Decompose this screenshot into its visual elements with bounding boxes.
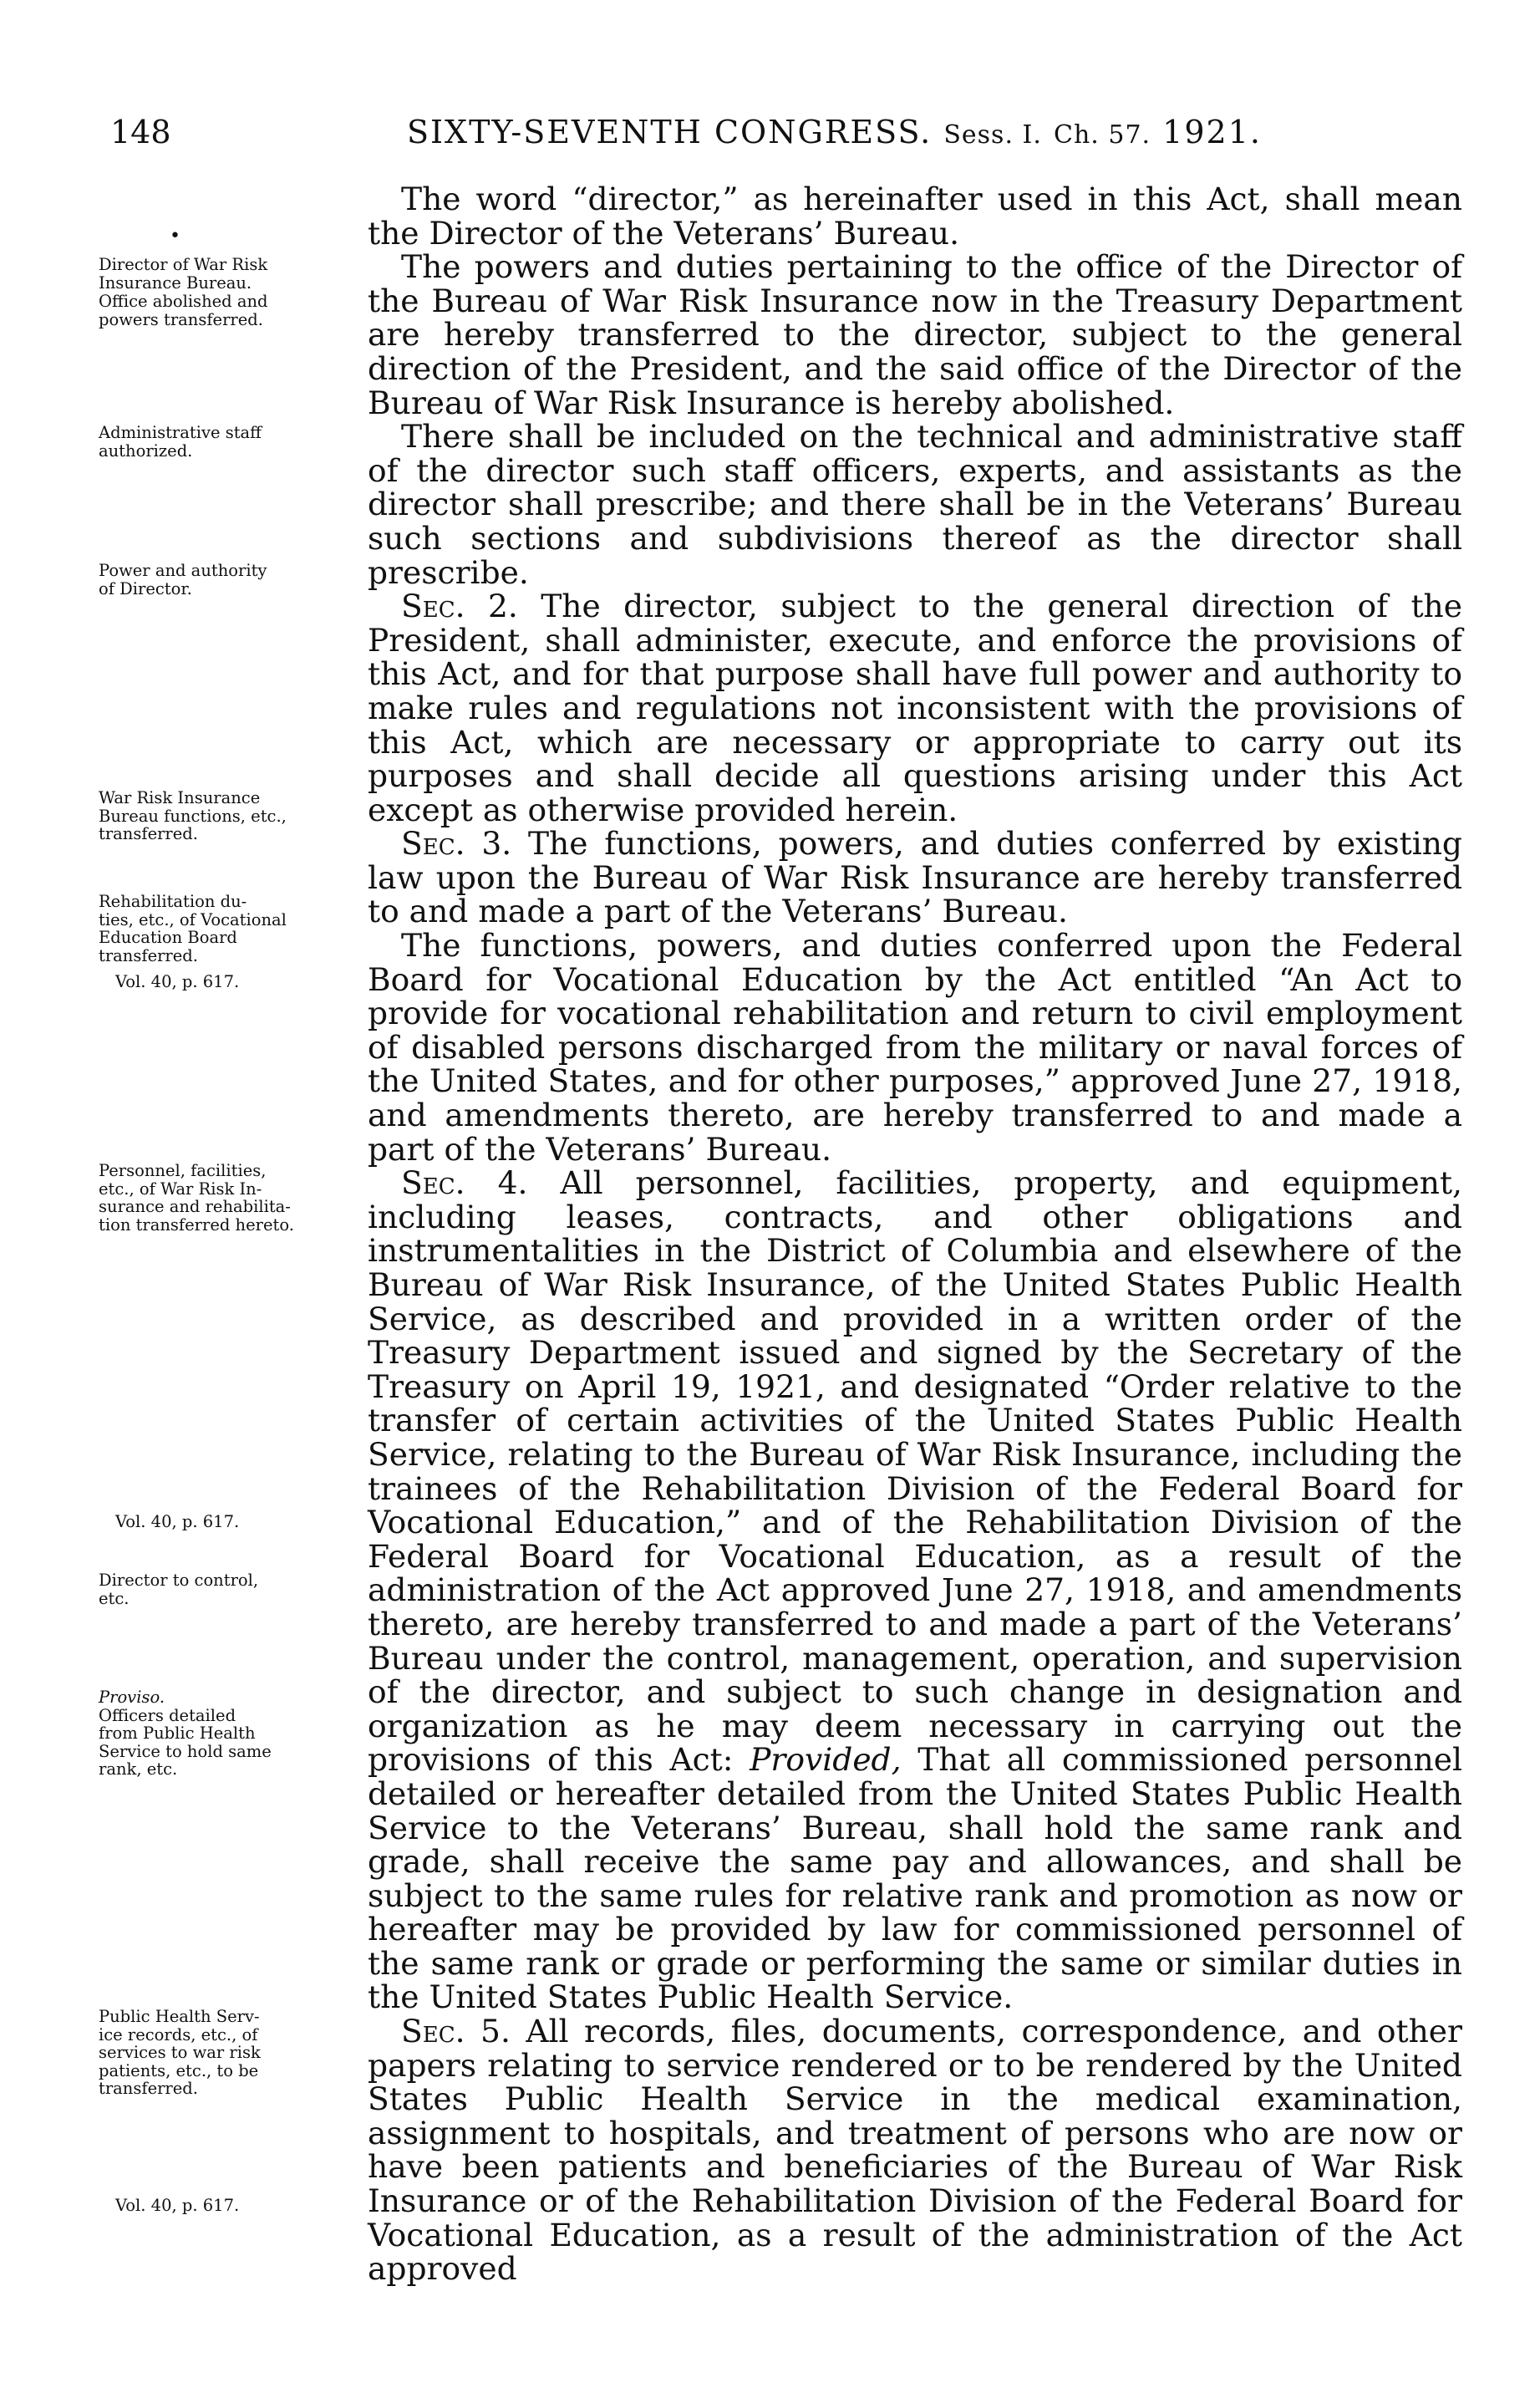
section-4: Sec. 4. All personnel, facilities, property, and equipment, including leases, contracts, and other obligations and instrumentalities in the District of Columbia and elsewhere of the Bureau of War Risk Insurance, of the United States Public Health Service, as described and provided in a written order of the Treasury Department issued and signed by the Secretary of the Treasury on April 19, 1921, and designated “Order relative to the transfer of certain activities of the United States Public Health Service, relating to the Bureau of War Risk Insurance, including the trainees of the Rehabilitation Division of the Federal Board for Vocational Education,” and of the Rehabilitation Division of the Federal Board for Vocational Education, as a result of the administration of the Act approved June 27, 1918, and amendments thereto, are hereby transferred to and made a part of the Veterans’ Bureau under the control, management, operation, and supervision of the director, and subject to such change in designation and organization as he may deem necessary in carrying out the provisions of this Act: Provided, That all commissioned personnel detailed or hereafter detailed from the United States Public Health Service to the Veterans’ Bureau, shall hold the same rank and grade, shall receive the same pay and allowances, and shall be subject to the same rules for relative rank and promotion as now or hereafter may be provided by law for commissioned personnel of the same rank or grade or performing the same or similar duties in the United States Public Health Service. [368, 1164, 1463, 2016]
chapter-label: Ch. 57. [1054, 120, 1151, 150]
margin-note: Director of War Risk Insurance Bureau. [99, 255, 268, 293]
section-heading: Sec. 5. [401, 2013, 511, 2050]
margin-note-volume: Vol. 40, p. 617. [115, 1512, 240, 1531]
session-label: Sess. I. [943, 120, 1042, 150]
section-3: Sec. 3. The functions, powers, and duties conferred by existing law upon the Bureau of War Risk Insurance are hereby transferred to and made a part of the Veterans’ Bureau. [368, 825, 1462, 930]
paragraph: The powers and duties pertaining to the office of the Director of the Bureau of War Risk Insurance now in the Treasury Department are hereby transferred to the director, subject to the general direction of the President, and the said office of the Director of the Bureau of War Risk Insurance is hereby abolished. [368, 248, 1462, 421]
page-number: 148 [110, 114, 171, 150]
margin-note-proviso: Proviso. Officers detailed from Public Health Service to hold same rank, etc. [99, 1688, 272, 1779]
margin-note: Rehabilitation du- ties, etc., of Vocational Education Board transferred. [99, 892, 287, 965]
proviso-word: Provided, [750, 1741, 902, 1779]
margin-note: Power and authority of Director. [99, 561, 267, 598]
paragraph: There shall be included on the technical and administrative staff of the director such staff officers, experts, and assistants as the director shall prescribe; and there shall be in the Veterans’ Bureau such sections and subdivisions thereof as the director shall prescribe. [368, 418, 1462, 591]
margin-note: Public Health Serv- ice records, etc., of services to war risk patients, etc., to be transferred. [99, 2007, 261, 2098]
paragraph: The functions, powers, and duties conferred upon the Federal Board for Vocational Education by the Act entitled “An Act to provide for vocational rehabilitation and return to civil employment of disabled persons discharged from the military or naval forces of the United States, and for other purposes,” approved June 27, 1918, and amendments thereto, are hereby transferred to and made a part of the Veterans’ Bureau. [368, 927, 1462, 1168]
margin-note: War Risk Insurance Bureau functions, etc., transferred. [99, 788, 287, 843]
running-header [0, 114, 1540, 164]
margin-note: Administrative staff authorized. [99, 423, 262, 461]
congress-title: SIXTY-SEVENTH CONGRESS. [407, 114, 933, 150]
bullet-mark: • [170, 226, 180, 247]
margin-note: Office abolished and powers transferred. [99, 292, 268, 329]
section-2: Sec. 2. The director, subject to the general direction of the President, shall administer, execute, and enforce the provisions of this Act, and for that purpose shall have full power and authority to make rules and regulations not inconsistent with the provisions of this Act, which are necessary or appropriate to carry out its purposes and shall decide all questions arising under this Act except as otherwise provided herein. [368, 588, 1462, 828]
margin-note: Director to control, etc. [99, 1571, 259, 1608]
section-5: Sec. 5. All records, files, documents, correspondence, and other papers relating to service rendered or to be rendered by the United States Public Health Service in the medical examination, assignment to hospitals, and treatment of persons who are now or have been patients and beneficiaries of the Bureau of War Risk Insurance or of the Rehabilitation Division of the Federal Board for Vocational Education, as a result of the administration of the Act approved [368, 2013, 1462, 2288]
year-label: 1921. [1162, 114, 1262, 150]
section-heading: Sec. 3. [401, 825, 512, 863]
section-heading: Sec. 2. [401, 588, 518, 625]
paragraph: The word “director,” as hereinafter used in this Act, shall mean the Director of the Veterans’ Bureau. [368, 181, 1462, 252]
margin-note-volume: Vol. 40, p. 617. [115, 972, 240, 991]
body-text [368, 182, 1462, 2286]
running-title [407, 114, 1262, 150]
section-heading: Sec. 4. [401, 1164, 528, 1202]
margin-note: Personnel, facilities, etc., of War Risk In- surance and rehabilita- tion transferred hereto. [99, 1161, 294, 1235]
margin-note-volume: Vol. 40, p. 617. [115, 2196, 240, 2215]
